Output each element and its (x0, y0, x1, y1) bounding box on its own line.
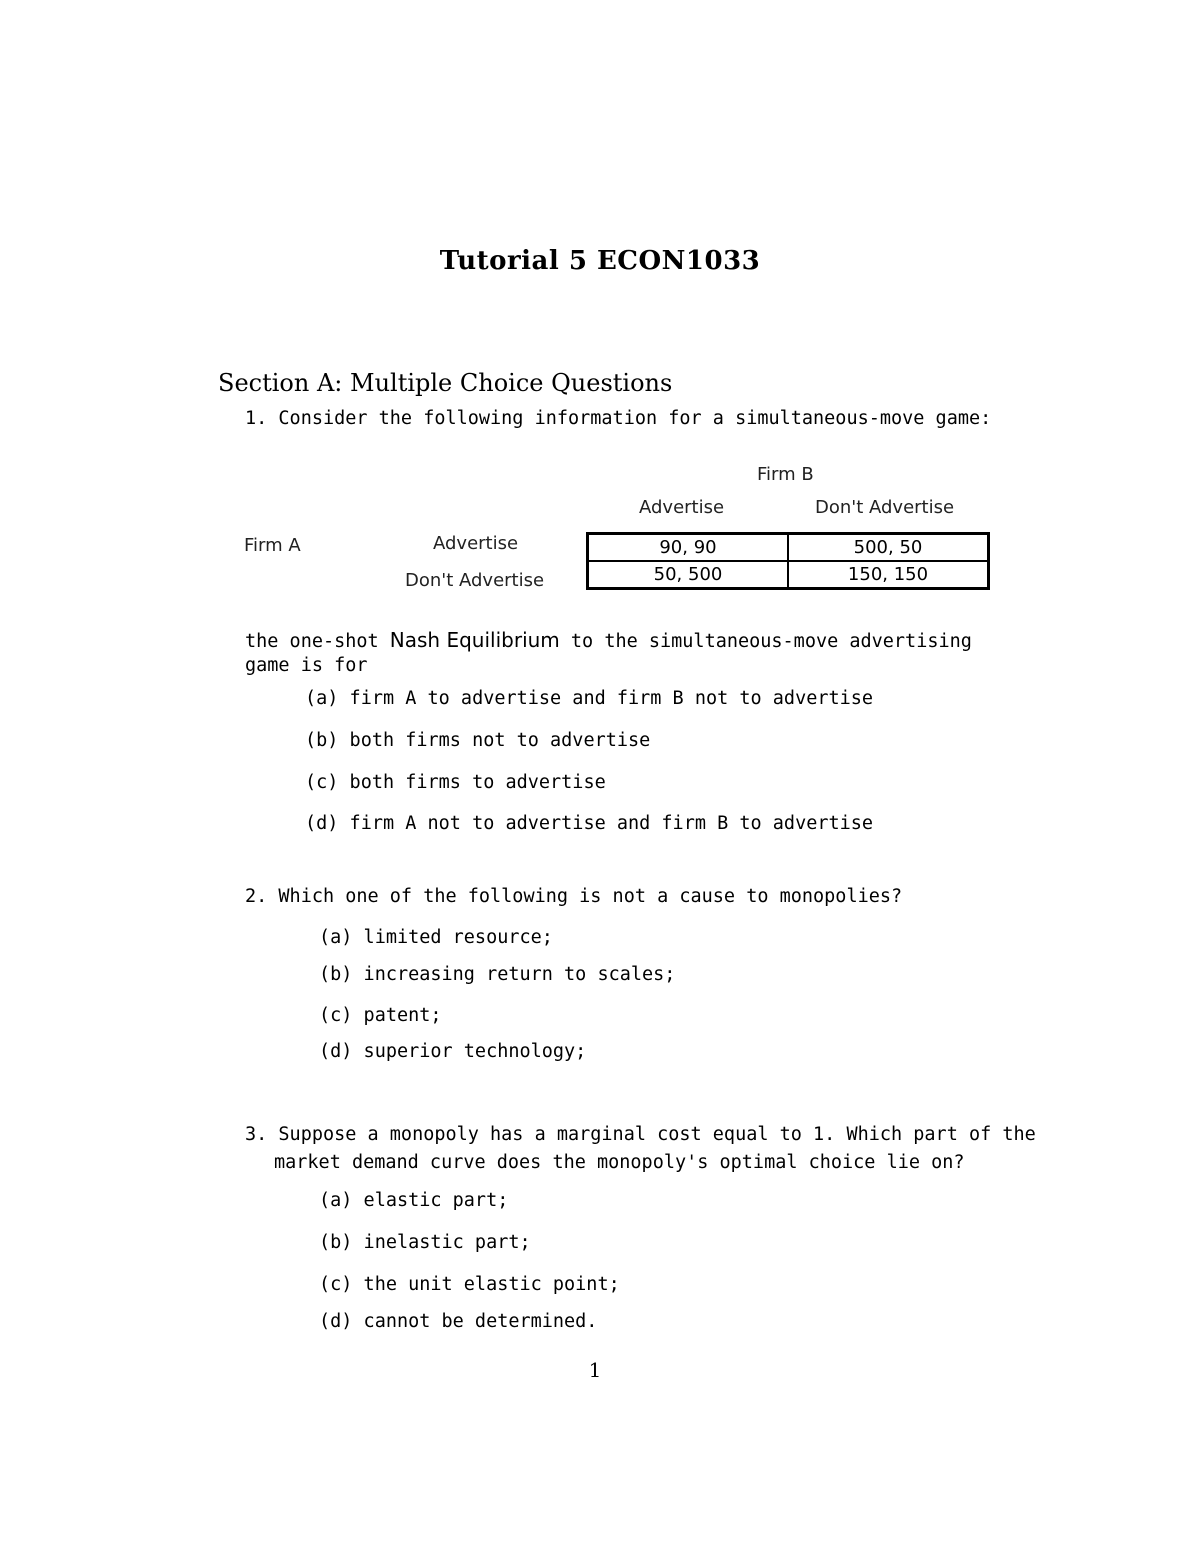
payoff-cell: 50, 500 (588, 561, 789, 589)
payoff-row (588, 534, 989, 562)
row-header-advertise: Advertise (433, 533, 519, 554)
row-player-label: Firm A (244, 535, 301, 556)
q3-option-c: (c) the unit elastic point; (319, 1274, 620, 1295)
q2-option-b: (b) increasing return to scales; (319, 964, 676, 985)
q1-text-post: to the simultaneous-move advertising (559, 631, 972, 652)
col-header-dont-advertise: Don't Advertise (815, 497, 955, 518)
page-number: 1 (588, 1358, 602, 1382)
q3-option-d: (d) cannot be determined. (319, 1311, 598, 1332)
q3-option-b: (b) inelastic part; (319, 1232, 531, 1253)
q1-option-c: (c) both firms to advertise (305, 772, 606, 793)
section-heading: Section A: Multiple Choice Questions (218, 369, 673, 397)
payoff-cell: 500, 50 (788, 534, 989, 562)
page-title: Tutorial 5 ECON1033 (439, 246, 761, 276)
q3-stem-line2: market demand curve does the monopoly's optimal choice lie on? (274, 1152, 965, 1173)
q1-conclusion-line1 (245, 628, 972, 652)
payoff-row (588, 561, 989, 589)
q1-option-d: (d) firm A not to advertise and firm B to advertise (305, 813, 874, 834)
q2-stem: 2. Which one of the following is not a cause to monopolies? (245, 886, 903, 907)
q1-text-pre: the one-shot (245, 631, 390, 652)
payoff-matrix (586, 532, 990, 590)
q2-option-a: (a) limited resource; (319, 927, 553, 948)
q1-conclusion-line2: game is for (245, 655, 368, 676)
q2-option-d: (d) superior technology; (319, 1041, 587, 1062)
payoff-cell: 150, 150 (788, 561, 989, 589)
q3-option-a: (a) elastic part; (319, 1190, 509, 1211)
q2-option-c: (c) patent; (319, 1005, 442, 1026)
q1-option-a: (a) firm A to advertise and firm B not to advertise (305, 688, 874, 709)
nash-equilibrium-term: Nash Equilibrium (389, 628, 560, 652)
row-header-dont-advertise: Don't Advertise (405, 570, 545, 591)
payoff-cell: 90, 90 (588, 534, 789, 562)
col-player-label: Firm B (757, 464, 814, 485)
col-header-advertise: Advertise (639, 497, 725, 518)
q1-stem: 1. Consider the following information for a simultaneous-move game: (245, 408, 992, 429)
q3-stem-line1: 3. Suppose a monopoly has a marginal cost equal to 1. Which part of the (245, 1124, 1036, 1145)
q1-option-b: (b) both firms not to advertise (305, 730, 651, 751)
